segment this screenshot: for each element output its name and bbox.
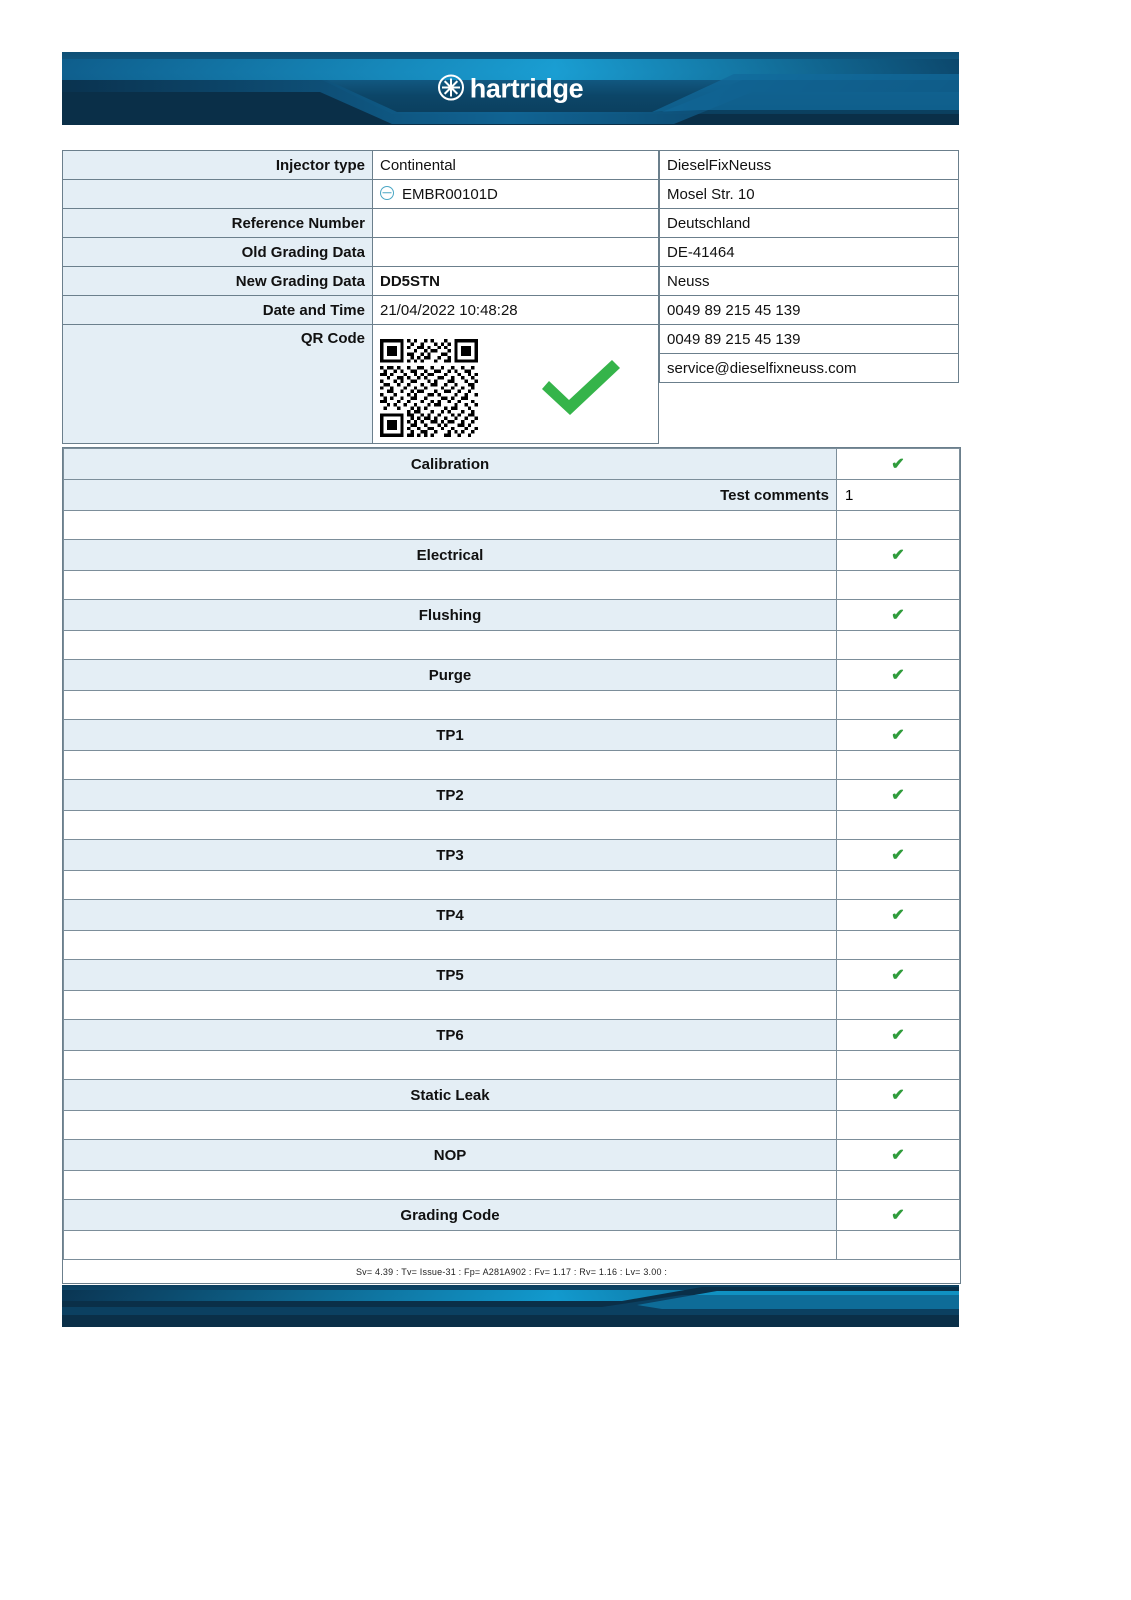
spacer-cell [64,1051,837,1080]
section-title-tp4: TP4 [64,900,837,931]
table-row [660,267,959,296]
old-grading-data-value [373,238,659,267]
section-row [64,960,960,991]
spacer-cell [837,1171,960,1200]
customer-email: service@dieselfixneuss.com [660,354,959,383]
injector-type-value: Continental [373,151,659,180]
table-row [63,209,659,238]
spacer-cell [64,1231,837,1260]
section-title-flushing: Flushing [64,600,837,631]
spacer-cell [837,751,960,780]
customer-line: 0049 89 215 45 139 [660,296,959,325]
spacer-cell [837,571,960,600]
status-check-calibration: ✔ [837,449,960,480]
status-check-purge: ✔ [837,660,960,691]
spacer-row [64,811,960,840]
section-row [64,720,960,751]
brand-name: hartridge [469,73,584,103]
section-title-tp3: TP3 [64,840,837,871]
section-row [64,1200,960,1231]
spacer-cell [837,691,960,720]
spacer-cell [64,1111,837,1140]
table-row [660,180,959,209]
spacer-row [64,511,960,540]
old-grading-data-label: Old Grading Data [63,238,373,267]
table-row [660,354,959,383]
section-row [64,449,960,480]
section-title-grading-code: Grading Code [64,1200,837,1231]
section-row [64,780,960,811]
customer-line: Neuss [660,267,959,296]
qr-code-cell [373,325,659,444]
spacer-cell [64,691,837,720]
test-results-panel [62,447,961,1284]
table-row [660,238,959,267]
spacer-cell [837,871,960,900]
table-row [63,238,659,267]
spacer-row [64,571,960,600]
date-and-time-value: 21/04/2022 10:48:28 [373,296,659,325]
spacer-row [64,871,960,900]
injector-type-label: Injector type [63,151,373,180]
section-row [64,1140,960,1171]
spacer-cell [837,631,960,660]
status-check-tp1: ✔ [837,720,960,751]
section-row [64,660,960,691]
status-check-static-leak: ✔ [837,1080,960,1111]
status-check-grading-code: ✔ [837,1200,960,1231]
status-check-tp6: ✔ [837,1020,960,1051]
table-row [63,180,659,209]
table-row [660,151,959,180]
section-title-tp2: TP2 [64,780,837,811]
comment-row [64,480,960,511]
header-info-area [62,150,959,445]
table-row [660,325,959,354]
spacer-row [64,991,960,1020]
footer-swoosh-graphic [62,1285,959,1327]
section-row [64,540,960,571]
status-check-flushing: ✔ [837,600,960,631]
spacer-row [64,691,960,720]
reference-number-label: Reference Number [63,209,373,238]
spacer-cell [837,991,960,1020]
section-title-static-leak: Static Leak [64,1080,837,1111]
spacer-row [64,1231,960,1260]
injector-info-table [62,150,659,444]
part-number-label-blank [63,180,373,209]
new-grading-data-label: New Grading Data [63,267,373,296]
software-version-footnote: Sv= 4.39 : Tv= Issue-31 : Fp= A281A902 : Fv= 1.17 : Rv= 1.16 : Lv= 3.00 : [63,1259,960,1283]
customer-line: DieselFixNeuss [660,151,959,180]
table-row [63,151,659,180]
spacer-cell [64,811,837,840]
spacer-cell [837,1111,960,1140]
spacer-cell [837,931,960,960]
customer-line: Mosel Str. 10 [660,180,959,209]
date-and-time-label: Date and Time [63,296,373,325]
section-row [64,1080,960,1111]
part-number-value: EMBR00101D [402,185,498,203]
customer-line: DE-41464 [660,238,959,267]
test-comments-value: 1 [837,480,960,511]
customer-address-table [659,150,959,383]
spacer-cell [64,511,837,540]
section-row [64,900,960,931]
section-row [64,600,960,631]
section-title-calibration: Calibration [64,449,837,480]
status-check-tp3: ✔ [837,840,960,871]
new-grading-data-value: DD5STN [373,267,659,296]
part-number-value-cell [373,180,659,209]
status-check-electrical: ✔ [837,540,960,571]
status-check-nop: ✔ [837,1140,960,1171]
spacer-cell [64,751,837,780]
spacer-cell [64,931,837,960]
qr-code-label: QR Code [63,325,373,444]
section-title-tp6: TP6 [64,1020,837,1051]
spacer-row [64,631,960,660]
table-row [63,325,659,444]
spacer-cell [64,1171,837,1200]
section-title-nop: NOP [64,1140,837,1171]
spacer-row [64,931,960,960]
spacer-cell [64,631,837,660]
test-results-table [63,448,960,1259]
reference-number-value [373,209,659,238]
spacer-row [64,751,960,780]
table-row [63,296,659,325]
section-title-purge: Purge [64,660,837,691]
page-header-banner [62,52,959,125]
table-row [660,296,959,325]
spacer-cell [837,1231,960,1260]
qr-code-image [380,339,478,437]
status-check-tp5: ✔ [837,960,960,991]
part-number-icon [380,186,394,200]
section-row [64,840,960,871]
table-row [63,267,659,296]
section-title-tp5: TP5 [64,960,837,991]
brand-logo [62,73,959,104]
status-check-tp2: ✔ [837,780,960,811]
spacer-cell [64,871,837,900]
spacer-row [64,1051,960,1080]
page-footer-banner [62,1285,959,1327]
spacer-cell [64,991,837,1020]
table-row [660,209,959,238]
status-check-tp4: ✔ [837,900,960,931]
test-comments-label: Test comments [64,480,837,511]
spacer-cell [837,811,960,840]
customer-line: 0049 89 215 45 139 [660,325,959,354]
section-row [64,1020,960,1051]
spacer-row [64,1111,960,1140]
section-title-tp1: TP1 [64,720,837,751]
spacer-row [64,1171,960,1200]
customer-line: Deutschland [660,209,959,238]
section-title-electrical: Electrical [64,540,837,571]
spacer-cell [64,571,837,600]
hartridge-wheel-icon [438,74,464,100]
green-check-icon [536,356,624,420]
spacer-cell [837,1051,960,1080]
spacer-cell [837,511,960,540]
